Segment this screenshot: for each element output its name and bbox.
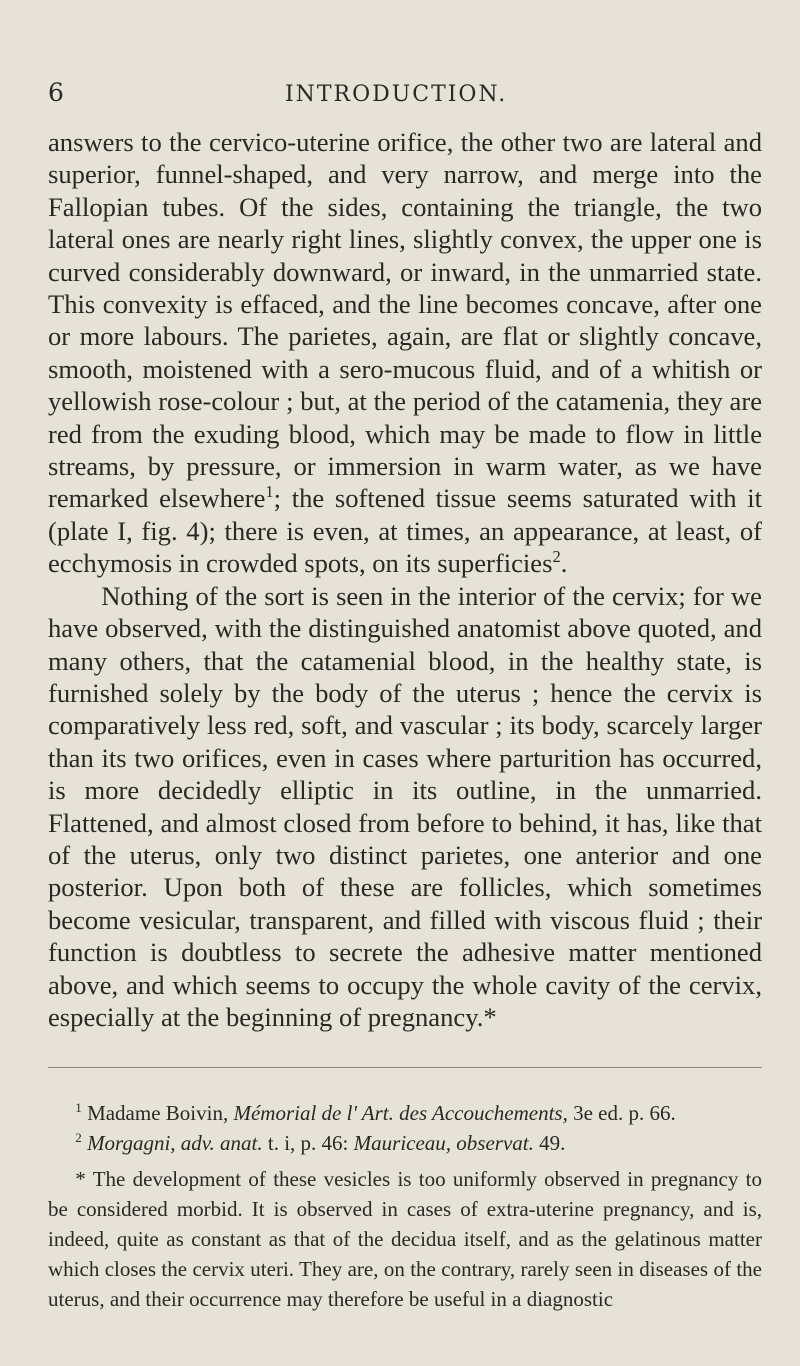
footnotes [48,1098,762,1314]
footnote-divider [48,1067,762,1068]
running-head [48,0,762,118]
paragraph-1-part-1: answers to the cervico-uterine orifice, the other two are lateral and superior, funnel-shaped, and very narrow, and merge into the Fallopian tubes. Of the sides, containing the triangle, the two lateral ones are nearly right lines, slightly convex, the upper one is curved considerably downward, or inward, in the unmarried state. This convexity is effaced, and the line becomes concave, after one or more labours. The parietes, again, are flat or slightly concave, smooth, moistened with a sero-mucous fluid, and of a whitish or yellowish rose-colour ; but, at the period of the catamenia, they are red from the exuding blood, which may be made to flow in little streams, by pressure, or immersion in warm water, as we have remarked elsewhere [48,127,762,514]
main-text [48,126,762,1033]
paragraph-1-part-3: . [560,548,568,579]
footnote-ref-1: 1 [265,482,274,502]
footnote-2: $^2$ Morgagni, adv. anat. t. i, p. 46: Mauriceau, observat. 49. [75,1130,566,1156]
footnote-asterisk: * The development of these vesicles is too uniformly observed in pregnancy to be considered morbid. It is observed in cases of extra-uterine pregnancy, and is, indeed, quite as constant as that of the decidua itself, and as the gelatinous matter which closes the cervix uteri. They are, on the contrary, rarely seen in diseases of the uterus, and their occurrence may therefore be useful in a diagnostic [48,1167,762,1312]
paragraph-1 [48,126,762,580]
footnote-ref-2: 2 [552,547,561,567]
running-title: INTRODUCTION. [285,82,508,107]
footnote-1-mark: 1 [75,1100,82,1116]
paragraph-2: Nothing of the sort is seen in the interior of the cervix; for we have observed, with the distinguished anatomist above quoted, and many others, that the catamenial blood, in the healthy state, is furnished solely by the body of the uterus ; hence the cervix is comparatively less red, soft, and vascular ; its body, scarcely larger than its two orifices, even in cases where parturition has occurred, is more decidedly elliptic in its outline, in the unmarried. Flattened, and almost closed from before to behind, it has, like that of the uterus, only two distinct parietes, one anterior and one posterior. Upon both of these are follicles, which sometimes become vesicular, transparent, and filled with viscous fluid ; their function is doubtless to secrete the adhesive matter mentioned above, and which seems to occupy the whole cavity of the cervix, especially at the beginning of pregnancy.* [48,580,762,1032]
page-number: 6 [48,78,64,107]
footnote-2-mark: 2 [75,1130,82,1146]
footnote-1: $^1$ Madame Boivin, Mémorial de l' Art. des Accouchements, 3e ed. p. 66. [75,1100,676,1126]
paragraph-1-part-2: ; the softened tissue seems saturated with it (plate I, fig. 4); there is even, at times, an appearance, at least, of ecchymosis in crowded spots, on its superficies [48,483,762,579]
